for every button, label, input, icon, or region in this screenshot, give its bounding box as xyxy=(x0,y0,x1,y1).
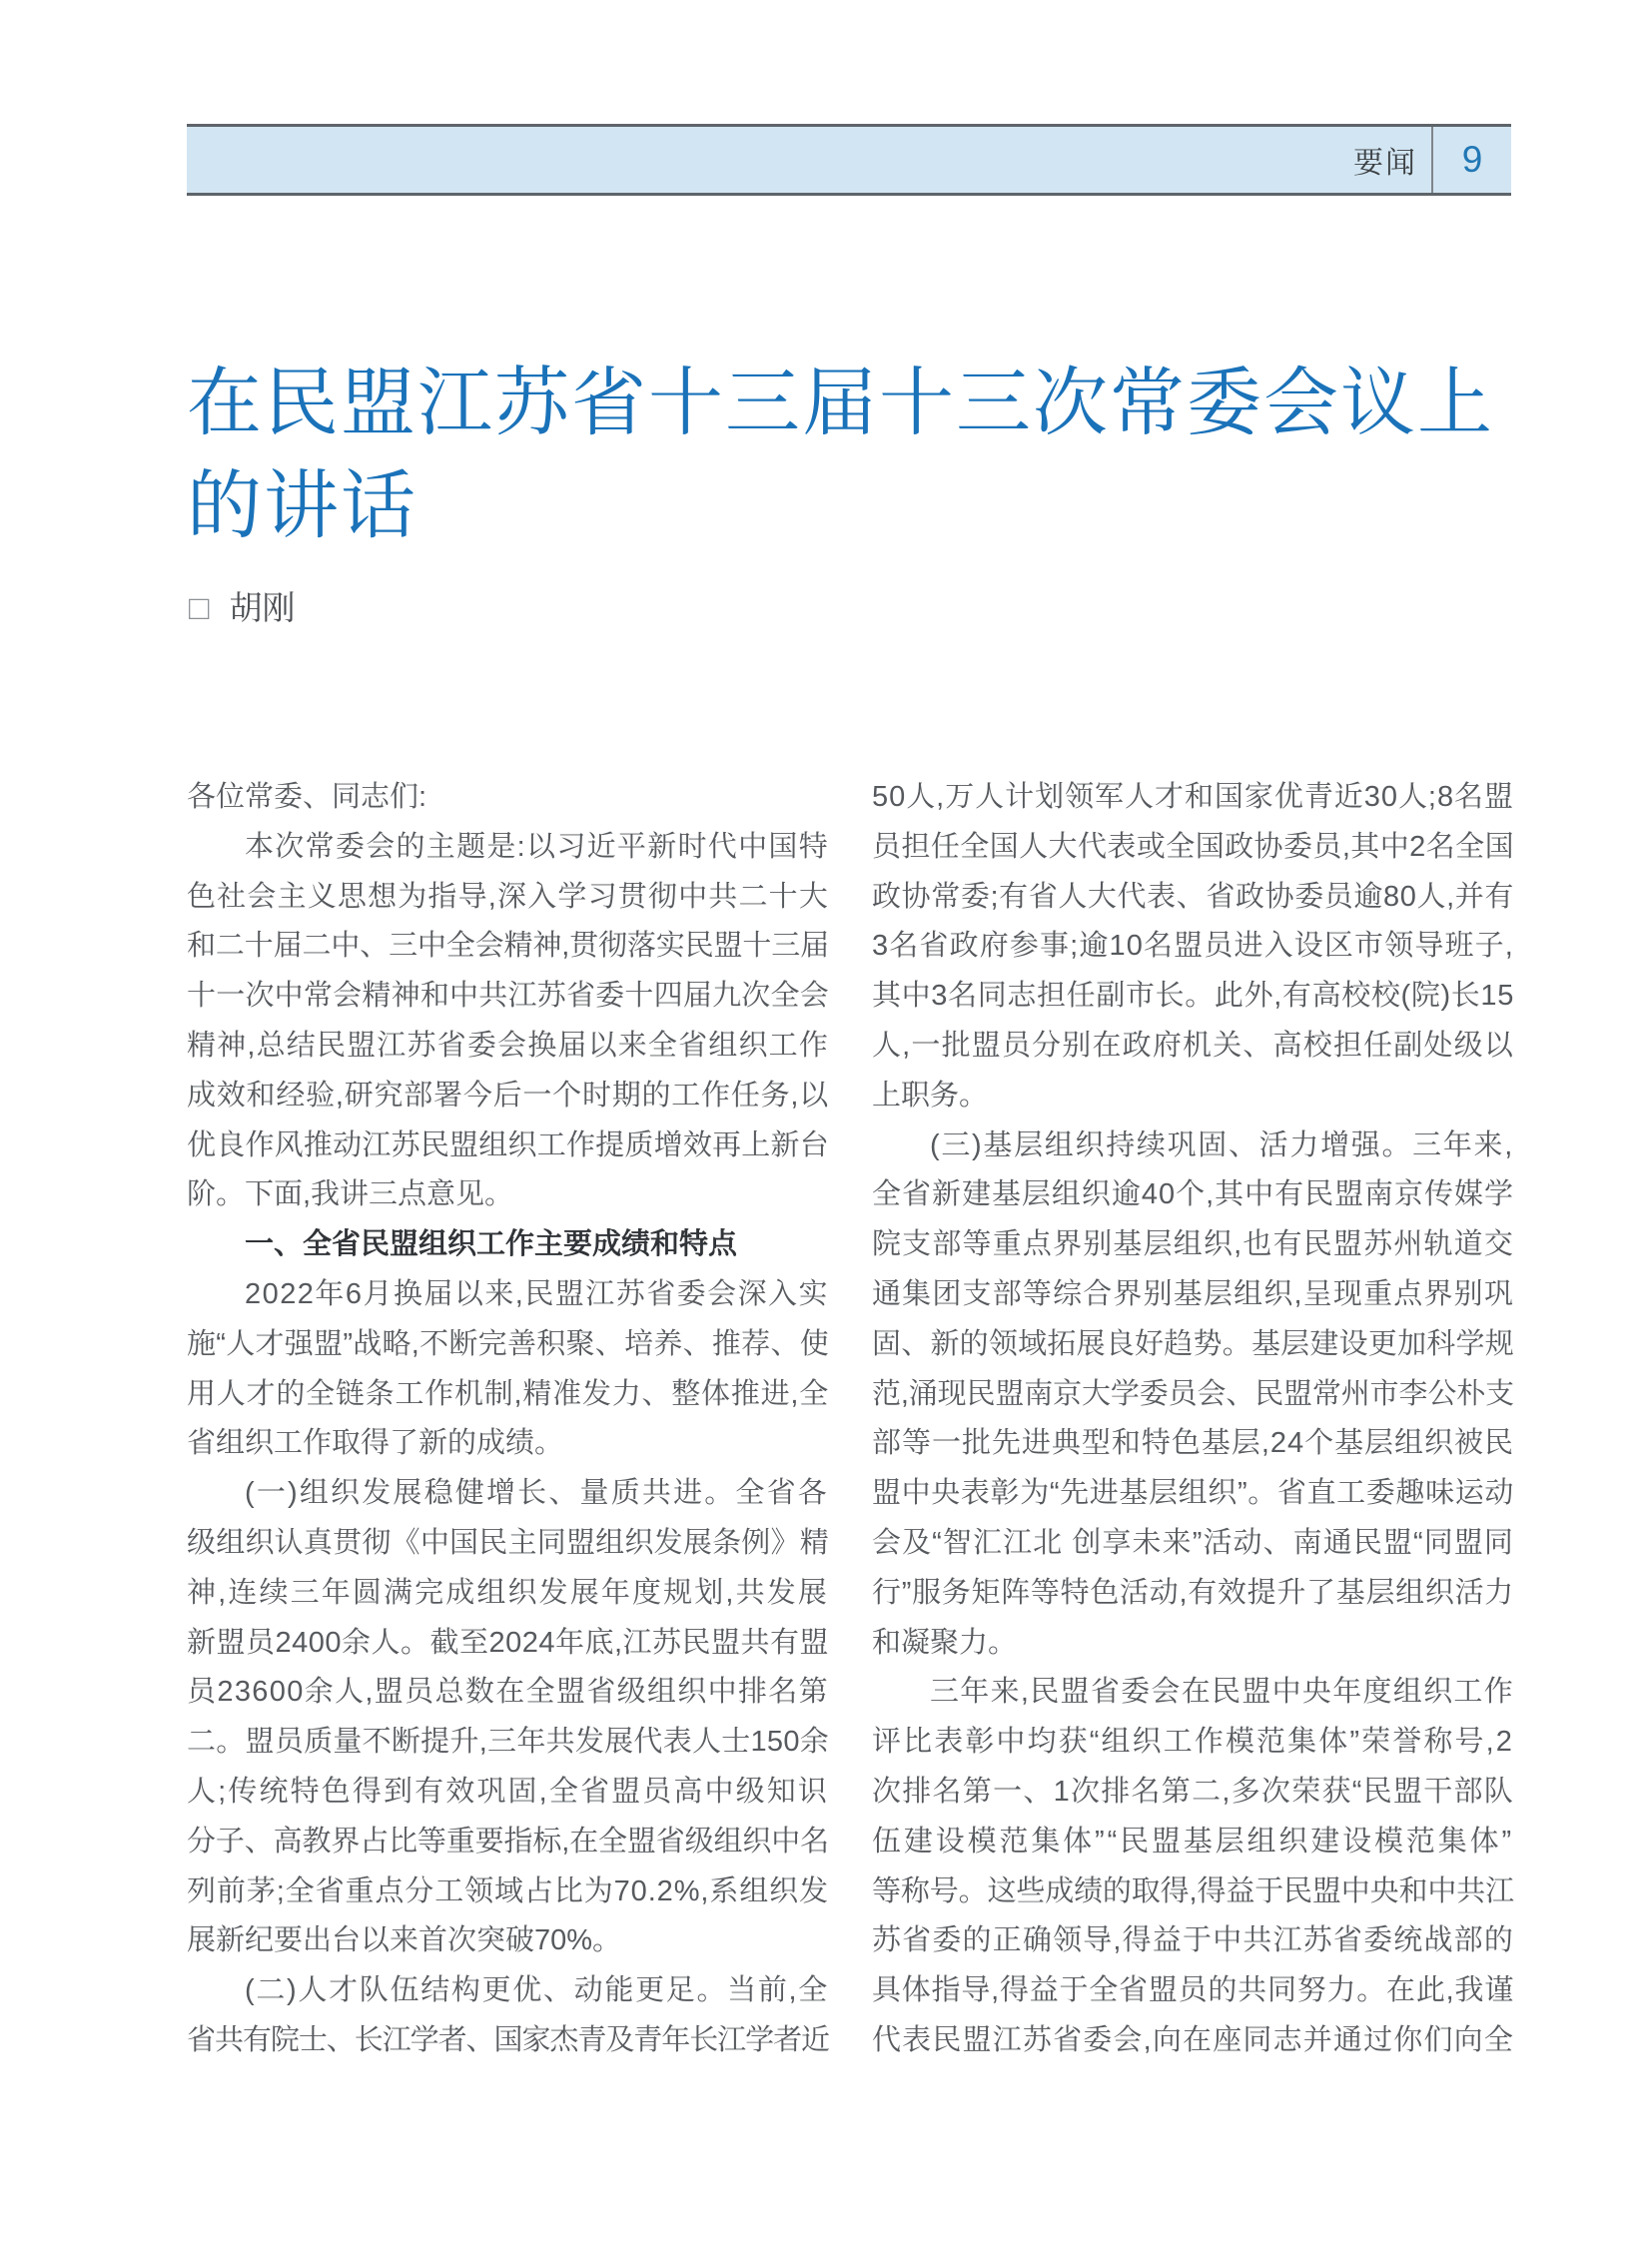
body-text-line: 院支部等重点界别基层组织,也有民盟苏州轨道交 xyxy=(872,1228,1514,1261)
body-text-line: 3名省政府参事;逾10名盟员进入设区市领导班子, xyxy=(872,930,1514,963)
body-text-line: 次排名第一、1次排名第二,多次荣获“民盟干部队 xyxy=(872,1775,1514,1808)
section-label: 要闻 xyxy=(1353,147,1417,180)
body-text-line: 和凝聚力。 xyxy=(872,1626,1018,1659)
body-text-line: 部等一批先进典型和特色基层,24个基层组织被民 xyxy=(872,1427,1514,1460)
body-text-line: 具体指导,得益于全省盟员的共同努力。在此,我谨 xyxy=(872,1974,1514,2007)
body-text-line: 本次常委会的主题是:以习近平新时代中国特 xyxy=(245,830,829,863)
author-line xyxy=(189,587,296,629)
body-text-line: 新盟员2400余人。截至2024年底,江苏民盟共有盟 xyxy=(187,1626,829,1659)
body-text-line: (三)基层组织持续巩固、活力增强。三年来, xyxy=(930,1128,1514,1161)
body-text-line: 代表民盟江苏省委会,向在座同志并通过你们向全 xyxy=(872,2023,1514,2056)
body-text-line: 色社会主义思想为指导,深入学习贯彻中共二十大 xyxy=(187,880,829,913)
body-text-line: 成效和经验,研究部署今后一个时期的工作任务,以 xyxy=(187,1079,829,1112)
body-text-line: 苏省委的正确领导,得益于中共江苏省委统战部的 xyxy=(872,1924,1514,1957)
body-text-line: 人;传统特色得到有效巩固,全省盟员高中级知识 xyxy=(187,1775,829,1808)
section-heading-line: 一、全省民盟组织工作主要成绩和特点 xyxy=(245,1228,738,1261)
body-text-line: 员担任全国人大代表或全国政协委员,其中2名全国 xyxy=(872,830,1514,863)
body-text-line: 评比表彰中均获“组织工作模范集体”荣誉称号,2 xyxy=(872,1726,1514,1759)
body-text-line: 阶。下面,我讲三点意见。 xyxy=(187,1178,514,1211)
author-name: 胡刚 xyxy=(229,589,296,626)
body-text-line: 神,连续三年圆满完成组织发展年度规划,共发展 xyxy=(187,1576,829,1609)
body-text-line: 展新纪要出台以来首次突破70%。 xyxy=(187,1924,622,1957)
body-text-line: 全省新建基层组织逾40个,其中有民盟南京传媒学 xyxy=(872,1178,1514,1211)
body-text-line: (一)组织发展稳健增长、量质共进。全省各 xyxy=(245,1477,829,1510)
body-text-line: 2022年6月换届以来,民盟江苏省委会深入实 xyxy=(245,1277,829,1310)
body-text-line: 50人,万人计划领军人才和国家优青近30人;8名盟 xyxy=(872,781,1514,813)
body-text-line: 用人才的全链条工作机制,精准发力、整体推进,全 xyxy=(187,1377,829,1410)
body-text-line: (二)人才队伍结构更优、动能更足。当前,全 xyxy=(245,1974,829,2007)
body-column-right xyxy=(872,773,1514,2066)
body-text-line: 级组织认真贯彻《中国民主同盟组织发展条例》精 xyxy=(187,1526,829,1559)
body-text-line: 精神,总结民盟江苏省委会换届以来全省组织工作 xyxy=(187,1029,829,1062)
body-text-line: 政协常委;有省人大代表、省政协委员逾80人,并有 xyxy=(872,880,1514,913)
body-text-line: 员23600余人,盟员总数在全盟省级组织中排名第 xyxy=(187,1676,829,1709)
body-text-line: 三年来,民盟省委会在民盟中央年度组织工作 xyxy=(930,1676,1514,1709)
page-number: 9 xyxy=(1461,139,1483,180)
body-text-line: 列前茅;全省重点分工领域占比为70.2%,系组织发 xyxy=(187,1874,829,1907)
body-text-line: 省组织工作取得了新的成绩。 xyxy=(187,1427,564,1460)
body-text-line: 通集团支部等综合界别基层组织,呈现重点界别巩 xyxy=(872,1277,1514,1310)
body-text-line: 等称号。这些成绩的取得,得益于民盟中央和中共江 xyxy=(872,1874,1514,1907)
body-text-line: 伍建设模范集体”“民盟基层组织建设模范集体” xyxy=(872,1825,1514,1858)
body-text-line: 省共有院士、长江学者、国家杰青及青年长江学者近 xyxy=(187,2023,829,2056)
body-text-line: 盟中央表彰为“先进基层组织”。省直工委趣味运动 xyxy=(872,1477,1514,1510)
article-title-line-2: 的讲话 xyxy=(187,463,418,547)
body-column-left xyxy=(187,773,829,2066)
body-text-line: 分子、高教界占比等重要指标,在全盟省级组织中名 xyxy=(187,1825,829,1858)
body-text-line: 优良作风推动江苏民盟组织工作提质增效再上新台 xyxy=(187,1128,829,1161)
body-text-line: 施“人才强盟”战略,不断完善积聚、培养、推荐、使 xyxy=(187,1327,829,1360)
page-header-band xyxy=(187,124,1511,196)
body-text-line: 其中3名同志担任副市长。此外,有高校校(院)长15 xyxy=(872,980,1514,1013)
article-title xyxy=(187,352,1494,557)
body-text-line: 和二十届二中、三中全会精神,贯彻落实民盟十三届 xyxy=(187,930,829,963)
body-text-line: 各位常委、同志们: xyxy=(187,781,427,813)
body-text-line: 行”服务矩阵等特色活动,有效提升了基层组织活力 xyxy=(872,1576,1514,1609)
body-text-line: 会及“智汇江北 创享未来”活动、南通民盟“同盟同 xyxy=(872,1526,1514,1559)
body-text-line: 人,一批盟员分别在政府机关、高校担任副处级以 xyxy=(872,1029,1514,1062)
article-title-line-1: 在民盟江苏省十三届十三次常委会议上 xyxy=(187,361,1495,444)
body-text-line: 十一次中常会精神和中共江苏省委十四届九次全会 xyxy=(187,980,829,1013)
author-marker-icon: □ xyxy=(189,589,210,627)
body-text-line: 范,涌现民盟南京大学委员会、民盟常州市李公朴支 xyxy=(872,1377,1514,1410)
body-text-line: 固、新的领域拓展良好趋势。基层建设更加科学规 xyxy=(872,1327,1514,1360)
page-number-cell xyxy=(1433,127,1511,193)
body-text-line: 上职务。 xyxy=(872,1079,989,1112)
body-text-line: 二。盟员质量不断提升,三年共发展代表人士150余 xyxy=(187,1726,829,1759)
